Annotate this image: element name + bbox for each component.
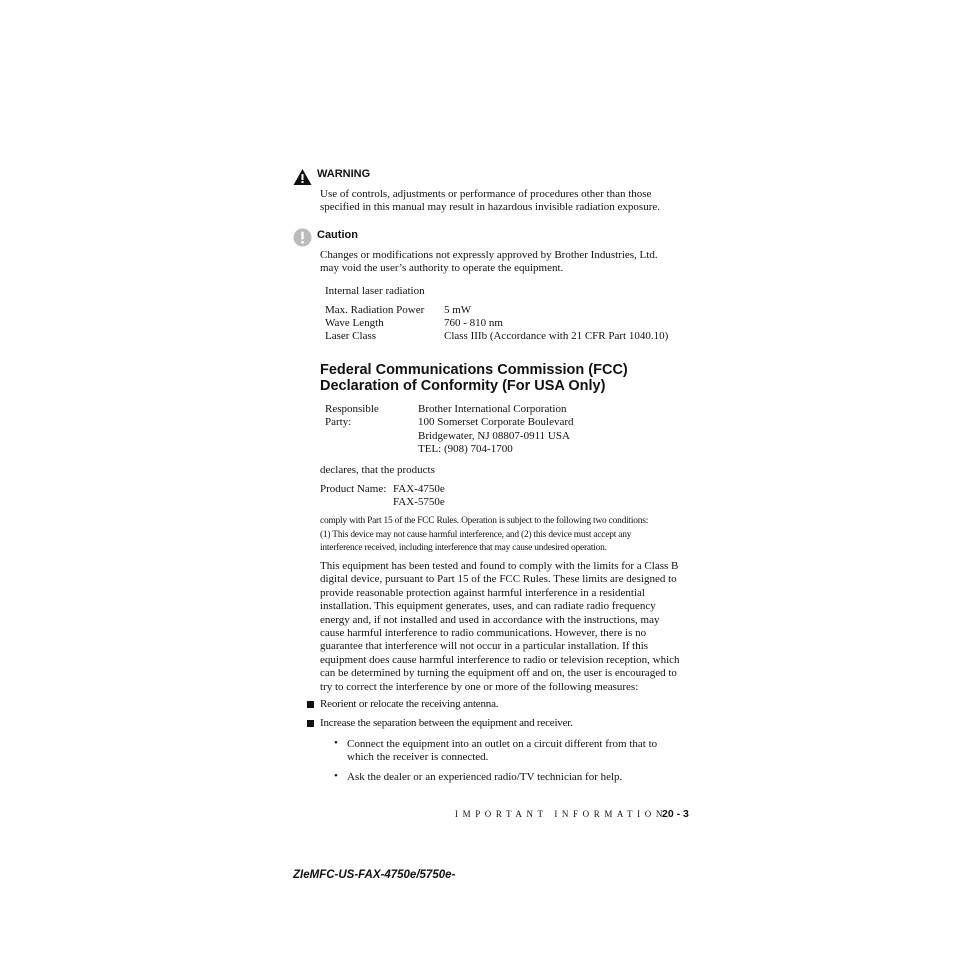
dot-bullet-icon: • (334, 737, 338, 749)
party-line: TEL: (908) 704-1700 (418, 443, 513, 455)
caution-icon (293, 228, 312, 247)
text-line: Use of controls, adjustments or performance of procedures other than those (320, 188, 652, 200)
laser-title: Internal laser radiation (325, 285, 425, 297)
list-item: Connect the equipment into an outlet on a circuit different from that to (347, 738, 658, 750)
laser-row-label: Max. Radiation Power (325, 304, 425, 316)
text-line: may void the user’s authority to operate the equipment. (320, 262, 564, 275)
text-line: digital device, pursuant to Part 15 of the FCC Rules. These limits are designed to (320, 573, 677, 586)
party-label: Party: (325, 416, 352, 428)
equipment-paragraph (320, 560, 695, 694)
footer-section-label: IMPORTANT INFORMATION (455, 809, 667, 819)
list-item: Increase the separation between the equipment and receiver. (320, 717, 573, 729)
laser-row-label: Wave Length (325, 317, 384, 329)
text-line: specified in this manual may result in hazardous invisible radiation exposure. (320, 201, 660, 214)
caution-heading: Caution (317, 229, 358, 241)
text-line: installation. This equipment generates, uses, and can radiate radio frequency (320, 600, 656, 613)
warning-text (320, 188, 700, 215)
comply-paragraph (320, 515, 692, 556)
warning-heading: WARNING (317, 168, 371, 180)
text-line: comply with Part 15 of the FCC Rules. Operation is subject to the following two conditions: (320, 516, 649, 526)
product-model: FAX-5750e (393, 496, 445, 508)
text-line: (1) This device may not cause harmful interference, and (2) this device must accept any (320, 529, 632, 540)
fcc-heading-line: Federal Communications Commission (FCC) (320, 362, 628, 378)
product-name-label: Product Name: (320, 483, 387, 495)
list-item: Reorient or relocate the receiving antenna. (320, 698, 499, 710)
text-line: cause harmful interference to radio communications. However, there is no (320, 627, 647, 640)
fcc-heading-line: Declaration of Conformity (For USA Only) (320, 378, 606, 394)
party-label: Responsible (325, 403, 379, 415)
product-model: FAX-4750e (393, 483, 445, 495)
party-line: Brother International Corporation (418, 403, 567, 415)
list-item: which the receiver is connected. (347, 751, 489, 763)
party-line: Bridgewater, NJ 08807-0911 USA (418, 430, 570, 442)
warning-icon (293, 168, 312, 186)
square-bullet-icon (307, 701, 314, 708)
caution-text (320, 249, 700, 276)
laser-row-label: Laser Class (325, 330, 377, 342)
text-line: interference received, including interference that may cause undesired operation. (320, 543, 607, 554)
laser-row-value: 760 - 810 nm (444, 317, 503, 329)
fcc-heading (320, 362, 628, 394)
document-id: ZIeMFC-US-FAX-4750e/5750e- (293, 869, 456, 881)
list-item: Ask the dealer or an experienced radio/TV technician for help. (347, 771, 623, 783)
text-line: can be determined by turning the equipment off and on, the user is encouraged to (320, 667, 677, 680)
text-line: This equipment has been tested and found to comply with the limits for a Class B (320, 560, 679, 572)
page-number: 20 - 3 (662, 808, 689, 820)
text-line: try to correct the interference by one or more of the following measures: (320, 680, 639, 693)
text-line: equipment does cause harmful interference to radio or television reception, which (320, 653, 680, 666)
square-bullet-icon (307, 720, 314, 727)
dot-bullet-icon: • (334, 770, 338, 782)
text-line: energy and, if not installed and used in accordance with the instructions, may (320, 613, 660, 626)
party-line: 100 Somerset Corporate Boulevard (418, 416, 574, 428)
laser-row-value: Class IIIb (Accordance with 21 CFR Part 1040.10) (444, 330, 669, 342)
text-line: Changes or modifications not expressly approved by Brother Industries, Ltd. (320, 249, 658, 261)
text-line: guarantee that interference will not occur in a particular installation. If this (320, 640, 649, 653)
text-line: provide reasonable protection against harmful interference in a residential (320, 586, 645, 599)
laser-row-value: 5 mW (444, 304, 472, 316)
declares-text: declares, that the products (320, 464, 435, 476)
